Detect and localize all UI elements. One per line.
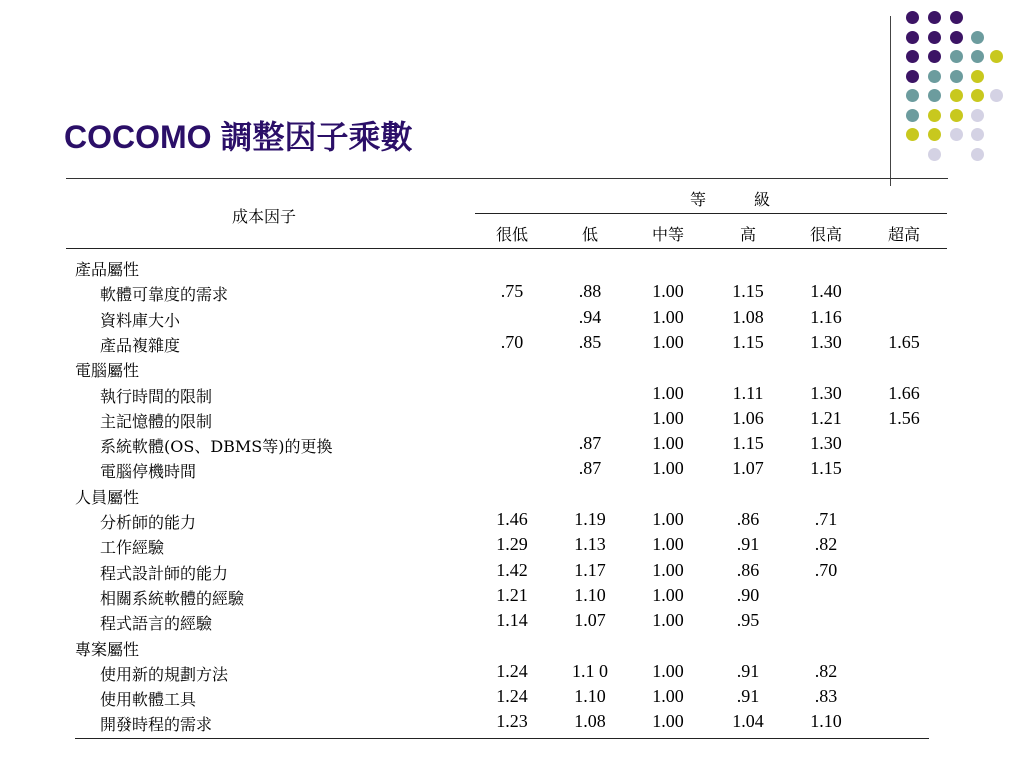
multiplier-value: 1.10 xyxy=(574,584,606,605)
cost-factor-label: 開發時程的需求 xyxy=(100,715,213,735)
multiplier-value: 1.19 xyxy=(574,509,606,529)
multiplier-value: 1.40 xyxy=(810,281,842,302)
multiplier-value: 1.23 xyxy=(496,711,528,732)
multiplier-value: 1.00 xyxy=(652,559,684,580)
multiplier-value: .70 xyxy=(814,559,838,580)
multiplier-value: 1.07 xyxy=(574,610,606,631)
cost-factor-label: 程式設計師的能力 xyxy=(100,563,229,583)
cost-factor-label: 資料庫大小 xyxy=(100,310,181,330)
multiplier-value: .75 xyxy=(500,281,524,302)
multiplier-value: 1.17 xyxy=(574,559,606,580)
cost-factor-label: 程式語言的經驗 xyxy=(100,614,213,634)
multiplier-value: .70 xyxy=(500,331,524,352)
multiplier-value: 1.56 xyxy=(888,407,920,428)
header-bottom-rule xyxy=(66,248,947,249)
multiplier-value: 1.14 xyxy=(496,610,528,631)
multiplier-value: .87 xyxy=(578,433,602,454)
multiplier-value: 1.00 xyxy=(652,584,684,605)
attribute-group-label: 產品屬性 xyxy=(75,260,140,279)
multiplier-value: 1.00 xyxy=(652,458,684,479)
slide-title: COCOMO 調整因子乘數 xyxy=(64,119,413,155)
multiplier-value: 1.21 xyxy=(496,584,528,605)
multiplier-value: 1.10 xyxy=(574,686,606,707)
multiplier-value: 1.00 xyxy=(652,382,684,403)
multiplier-value: 1.00 xyxy=(652,407,684,428)
multiplier-value: .86 xyxy=(736,559,760,580)
attribute-group-label: 專案屬性 xyxy=(75,639,140,659)
cost-factor-label: 工作經驗 xyxy=(100,538,165,558)
multiplier-value: 1.30 xyxy=(810,331,842,352)
multiplier-value: 1.00 xyxy=(652,610,684,631)
multiplier-value: 1.00 xyxy=(652,306,684,327)
grade-header-rule xyxy=(475,213,947,214)
multiplier-value: .95 xyxy=(736,610,760,631)
cost-factor-label: 系統軟體(OS、DBMS等)的更換 xyxy=(100,437,333,457)
multiplier-value: 1.06 xyxy=(732,407,764,428)
multiplier-value: .71 xyxy=(814,509,838,529)
cost-factor-label: 軟體可靠度的需求 xyxy=(100,285,229,305)
multiplier-value: .87 xyxy=(578,458,602,479)
multiplier-value: 1.29 xyxy=(496,534,528,555)
cost-factor-label: 執行時間的限制 xyxy=(100,386,213,406)
cost-factor-label: 電腦停機時間 xyxy=(100,462,197,482)
multiplier-value: 1.13 xyxy=(574,534,606,555)
multiplier-value: 1.00 xyxy=(652,433,684,454)
multiplier-value: .83 xyxy=(814,686,838,707)
attribute-group-label: 人員屬性 xyxy=(75,487,140,507)
level-header: 超高 xyxy=(887,225,920,244)
multiplier-value: 1.00 xyxy=(652,509,684,529)
multiplier-value: 1.00 xyxy=(652,534,684,555)
multiplier-value: 1.08 xyxy=(732,306,764,327)
multiplier-value: 1.24 xyxy=(496,660,528,681)
multiplier-value: 1.07 xyxy=(732,458,764,479)
multiplier-value: 1.65 xyxy=(888,331,920,352)
level-header: 很高 xyxy=(809,225,842,244)
multiplier-value: 1.66 xyxy=(888,382,920,403)
multiplier-value: 1.11 xyxy=(732,382,764,403)
multiplier-value: 1.15 xyxy=(732,281,764,302)
cost-factor-label: 相關系統軟體的經驗 xyxy=(100,588,245,608)
cost-factor-label: 分析師的能力 xyxy=(100,513,197,532)
multiplier-value: 1.00 xyxy=(652,660,684,681)
multiplier-value: 1.30 xyxy=(810,433,842,454)
level-header: 高 xyxy=(739,225,756,244)
multiplier-value: .91 xyxy=(736,660,760,681)
multiplier-value: 1.21 xyxy=(810,407,842,428)
multiplier-value: 1.15 xyxy=(732,331,764,352)
multiplier-value: .85 xyxy=(578,331,602,352)
multiplier-value: 1.24 xyxy=(496,686,528,707)
multiplier-value: .91 xyxy=(736,534,760,555)
factor-column-header: 成本因子 xyxy=(232,207,297,226)
multiplier-value: 1.16 xyxy=(810,306,842,327)
cost-factor-label: 產品複雜度 xyxy=(100,335,181,355)
multiplier-value: 1.46 xyxy=(496,509,528,529)
multiplier-value: 1.42 xyxy=(496,559,528,580)
multiplier-value: 1.00 xyxy=(652,686,684,707)
table-bottom-rule xyxy=(75,738,929,739)
multiplier-value: 1.00 xyxy=(652,711,684,732)
multiplier-value: 1.00 xyxy=(652,281,684,302)
multiplier-value: .82 xyxy=(814,660,838,681)
cost-factor-label: 主記憶體的限制 xyxy=(100,411,213,431)
multiplier-value: 1.08 xyxy=(574,711,606,732)
cost-factor-label: 使用軟體工具 xyxy=(100,690,197,710)
cost-factor-label: 使用新的規劃方法 xyxy=(100,664,229,684)
multiplier-value: 1.30 xyxy=(810,382,842,403)
multiplier-value: 1.00 xyxy=(652,331,684,352)
level-header: 中等 xyxy=(651,225,684,244)
multiplier-value: .94 xyxy=(578,306,602,327)
level-header: 很低 xyxy=(495,225,528,244)
multiplier-value: 1.04 xyxy=(732,711,764,732)
multiplier-value: 1.10 xyxy=(810,711,842,732)
multiplier-value: .82 xyxy=(814,534,838,555)
multiplier-value: 1.15 xyxy=(732,433,764,454)
attribute-group-label: 電腦屬性 xyxy=(75,361,140,381)
multiplier-value: 1.15 xyxy=(810,458,842,479)
multiplier-value: .86 xyxy=(736,509,760,529)
level-header: 低 xyxy=(581,225,598,244)
multiplier-value: .88 xyxy=(578,281,602,302)
multiplier-value: .91 xyxy=(736,686,760,707)
multiplier-value: 1.1 0 xyxy=(572,660,608,681)
grade-header: 等 級 xyxy=(690,190,771,209)
multiplier-value: .90 xyxy=(736,584,760,605)
